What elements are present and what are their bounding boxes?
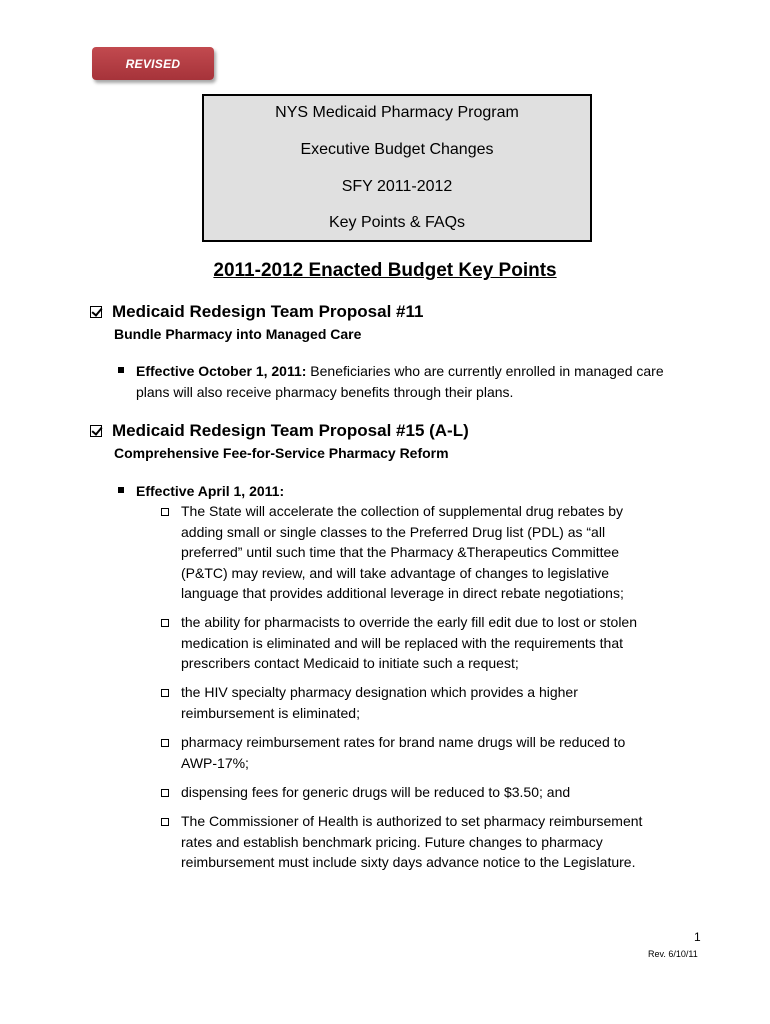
title-line-sfy: SFY 2011-2012 xyxy=(341,178,453,195)
list-item-line: The State will accelerate the collection of supplemental drug rebates by xyxy=(181,503,624,519)
revised-badge: REVISED xyxy=(92,47,214,80)
list-item-line: preferred” until such time that the Pharmacy &Therapeutics Committee xyxy=(181,544,620,560)
proposal-subtitle: Comprehensive Fee-for-Service Pharmacy Reform xyxy=(114,445,449,461)
square-bullet-icon xyxy=(161,689,169,697)
list-item-line: medication is eliminated and will be replaced with the requirements that xyxy=(181,634,624,651)
list-item-line: AWP-17%; xyxy=(181,754,249,771)
list-item-line: rates and establish benchmark pricing. Future changes to pharmacy xyxy=(181,833,603,850)
bullet-text-continued: plans will also receive pharmacy benefits through their plans. xyxy=(136,384,514,400)
square-bullet-icon xyxy=(161,619,169,627)
list-item-line: reimbursement is eliminated; xyxy=(181,704,360,721)
square-bullet-icon xyxy=(161,739,169,747)
list-item-line: The Commissioner of Health is authorized to set pharmacy reimbursement xyxy=(181,813,643,829)
page-title: 2011-2012 Enacted Budget Key Points xyxy=(213,260,557,281)
proposal-title: Medicaid Redesign Team Proposal #15 (A-L) xyxy=(112,421,469,440)
list-item-line: reimbursement must include sixty days advance notice to the Legislature. xyxy=(181,854,636,870)
list-item-line: prescribers contact Medicaid to initiate such a request; xyxy=(181,655,519,671)
list-item xyxy=(181,811,711,873)
revision-date: Rev. 6/10/11 xyxy=(648,949,698,959)
title-box xyxy=(202,94,592,242)
bullet-icon xyxy=(118,487,124,493)
list-item-line: the HIV specialty pharmacy designation which provides a higher xyxy=(181,684,578,700)
list-item-line: dispensing fees for generic drugs will be reduced to $3.50; and xyxy=(181,784,571,800)
list-item-line: (P&TC) may review, and will take advantage of changes to legislative xyxy=(181,564,609,581)
list-item xyxy=(181,501,711,604)
page-number: 1 xyxy=(694,930,701,944)
checkbox-checked-icon xyxy=(90,425,102,437)
proposal-subtitle: Bundle Pharmacy into Managed Care xyxy=(114,326,362,342)
effective-date-label: Effective April 1, 2011: xyxy=(136,483,285,499)
effective-date-label: Effective October 1, 2011: xyxy=(136,363,307,379)
title-line-changes: Executive Budget Changes xyxy=(300,141,494,158)
bullet-item xyxy=(136,361,664,403)
bullet-text: Beneficiaries who are currently enrolled in managed care xyxy=(306,363,664,379)
square-bullet-icon xyxy=(161,508,169,516)
list-item xyxy=(181,732,711,773)
checkbox-checked-icon xyxy=(90,306,102,318)
title-line-program: NYS Medicaid Pharmacy Program xyxy=(275,104,519,121)
list-item-line: language that provides additional leverage in direct rebate negotiations; xyxy=(181,585,624,601)
list-item-line: pharmacy reimbursement rates for brand name drugs will be reduced to xyxy=(181,734,626,750)
proposal-15-heading xyxy=(90,421,469,441)
title-line-faqs: Key Points & FAQs xyxy=(328,214,466,231)
list-item xyxy=(181,682,711,723)
proposal-title: Medicaid Redesign Team Proposal #11 xyxy=(112,302,424,321)
list-item-line: adding small or single classes to the Preferred Drug list (PDL) as “all xyxy=(181,523,606,540)
list-item-line: the ability for pharmacists to override the early fill edit due to lost or stolen xyxy=(181,614,637,630)
square-bullet-icon xyxy=(161,818,169,826)
bullet-icon xyxy=(118,367,124,373)
square-bullet-icon xyxy=(161,789,169,797)
proposal-11-heading xyxy=(90,302,423,322)
list-item xyxy=(181,782,711,803)
list-item xyxy=(181,612,711,674)
